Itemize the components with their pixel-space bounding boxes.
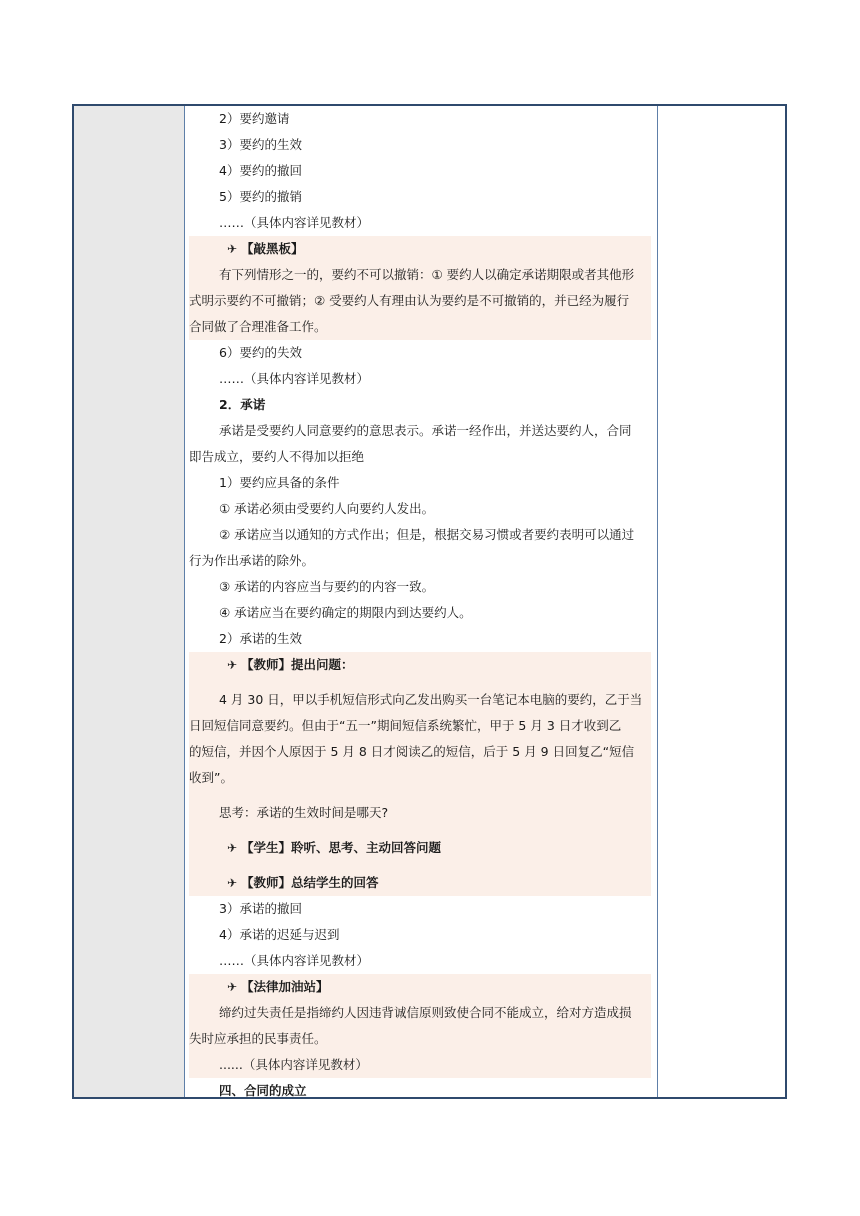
question-line: 思考：承诺的生效时间是哪天? [219, 805, 389, 820]
highlight-box-law-station [189, 974, 651, 1078]
highlight-box-teacher-question [189, 652, 651, 896]
airplane-icon: ✈ [227, 841, 238, 855]
text-line: 收到”。 [189, 770, 233, 785]
section-heading: 四、合同的成立 [219, 1083, 307, 1098]
text-line: 3）要约的生效 [219, 137, 302, 152]
text-line: ……（具体内容详见教材） [219, 953, 370, 968]
text-line: 5）要约的撤销 [219, 189, 302, 204]
table-right-column [658, 106, 785, 1097]
airplane-icon: ✈ [227, 658, 238, 672]
text-line: ④ 承诺应当在要约确定的期限内到达要约人。 [219, 605, 472, 620]
lesson-table [72, 104, 787, 1099]
text-line: ③ 承诺的内容应当与要约的内容一致。 [219, 579, 435, 594]
text-line: 合同做了合理准备工作。 [189, 319, 327, 334]
text-line: ……（具体内容详见教材） [219, 215, 370, 230]
highlight-box-blackboard [189, 236, 651, 340]
text-line: 4 月 30 日，甲以手机短信形式向乙发出购买一台笔记本电脑的要约，乙于当 [219, 692, 643, 707]
text-line: ……（具体内容详见教材） [219, 371, 370, 386]
text-line: 失时应承担的民事责任。 [189, 1031, 327, 1046]
box-heading [189, 236, 651, 262]
box-title: 【法律加油站】 [241, 979, 329, 994]
text-line: 日回短信同意要约。但由于“五一”期间短信系统繁忙，甲于 5 月 3 日才收到乙 [189, 718, 622, 733]
airplane-icon: ✈ [227, 242, 238, 256]
table-left-column [74, 106, 185, 1097]
text-line: 2）承诺的生效 [219, 631, 302, 646]
box-title: 【敲黑板】 [241, 241, 304, 256]
text-line: 1）要约应具备的条件 [219, 475, 340, 490]
airplane-icon: ✈ [227, 876, 238, 890]
section-heading: 2．承诺 [219, 397, 266, 412]
box-title: 【学生】聆听、思考、主动回答问题 [241, 840, 442, 855]
text-line: ......（具体内容详见教材） [219, 1057, 368, 1072]
text-line: 4）要约的撤回 [219, 163, 302, 178]
text-line: 3）承诺的撤回 [219, 901, 302, 916]
box-heading [189, 870, 651, 896]
text-line: 式明示要约不可撤销；② 受要约人有理由认为要约是不可撤销的，并已经为履行 [189, 293, 630, 308]
text-line: 缔约过失责任是指缔约人因违背诚信原则致使合同不能成立，给对方造成损 [219, 1005, 632, 1020]
text-line: ② 承诺应当以通知的方式作出；但是，根据交易习惯或者要约表明可以通过 [219, 527, 635, 542]
text-line: 2）要约邀请 [219, 111, 290, 126]
text-line: ① 承诺必须由受要约人向要约人发出。 [219, 501, 435, 516]
box-title: 【教师】提出问题： [241, 657, 354, 672]
lesson-content [189, 106, 651, 1104]
text-line: 的短信，并因个人原因于 5 月 8 日才阅读乙的短信，后于 5 月 9 日回复乙“短信 [189, 744, 635, 759]
text-line: 6）要约的失效 [219, 345, 302, 360]
text-line: 承诺是受要约人同意要约的意思表示。承诺一经作出，并送达要约人，合同 [219, 423, 632, 438]
box-title: 【教师】总结学生的回答 [241, 875, 379, 890]
airplane-icon: ✈ [227, 980, 238, 994]
box-heading [189, 652, 651, 678]
text-line: 行为作出承诺的除外。 [189, 553, 315, 568]
box-heading [189, 974, 651, 1000]
text-line: 即告成立，要约人不得加以拒绝 [189, 449, 365, 464]
box-heading [189, 835, 651, 861]
text-line: 有下列情形之一的，要约不可以撤销：① 要约人以确定承诺期限或者其他形 [219, 267, 635, 282]
text-line: 4）承诺的迟延与迟到 [219, 927, 340, 942]
